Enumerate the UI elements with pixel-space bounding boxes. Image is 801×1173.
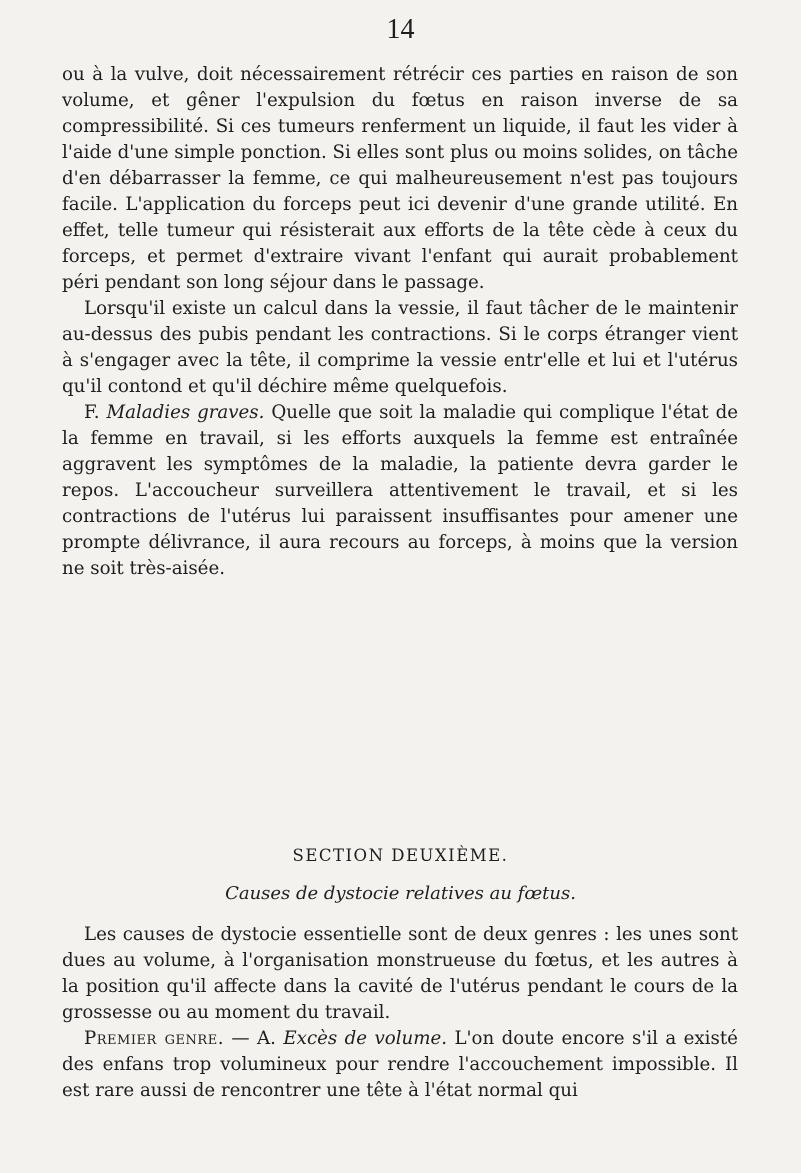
paragraph-tumeurs: ou à la vulve, doit nécessairement rétrécir ces parties en raison de son volume, et gêner l'expulsion du fœtus en raison inverse de sa compressibilité. Si ces tumeurs renferment un liquide, il faut les vider à l'aide d'une simple ponction. Si elles sont plus ou moins solides, on tâche d'en débarrasser la femme, ce qui malheureusement n'est pas toujours facile. L'application du forceps peut ici devenir d'une grande utilité. En effet, telle tumeur qui résisterait aux efforts de la tête cède à ceux du forceps, et permet d'extraire vivant l'enfant qui aurait probablement péri pendant son long séjour dans le passage. <box>62 64 738 293</box>
item-label-f: F. <box>84 402 100 423</box>
item-dash: — <box>231 1028 250 1049</box>
item-sublabel-a: A. <box>257 1028 276 1049</box>
paragraph-maladies-graves <box>62 400 738 582</box>
item-title-maladies-graves: Maladies graves. <box>106 402 265 423</box>
section-subtitle: Causes de dystocie relatives au fœtus. <box>225 883 576 904</box>
item-title-exces-volume: Excès de volume. <box>283 1028 448 1049</box>
paragraph-premier-genre <box>62 1026 738 1104</box>
item-text-maladies-graves: Quelle que soit la maladie qui complique l'état de la femme en travail, si les efforts auxquels la femme est entraînée aggravent les symptômes de la maladie, la patiente devra garder le repos. L'accoucheur surveillera attentivement le travail, et si les contractions de l'utérus lui paraissent insuffisantes pour amener une prompte délivrance, il aura recours au forceps, à moins que la version ne soit très-aisée. <box>62 402 738 579</box>
body-text-top <box>62 62 738 582</box>
body-text-bottom <box>62 922 738 1104</box>
section-heading: SECTION DEUXIÈME. <box>292 846 509 865</box>
item-text-exces-volume: L'on doute encore s'il a existé des enfans trop volumineux pour rendre l'accouchement impossible. Il est rare aussi de rencontrer une tête à l'état normal qui <box>62 1028 738 1101</box>
paragraph-calcul: Lorsqu'il existe un calcul dans la vessie, il faut tâcher de le maintenir au-dessus des pubis pendant les contractions. Si le corps étranger vient à s'engager avec la tête, il comprime la vessie entr'elle et lui et l'utérus qu'il contond et qu'il déchire même quelquefois. <box>62 298 738 397</box>
item-label-premier-genre: Premier genre. <box>84 1028 224 1049</box>
page-number: 14 <box>386 14 415 45</box>
paragraph-causes: Les causes de dystocie essentielle sont de deux genres : les unes sont dues au volume, à l'organisation monstrueuse du fœtus, et les autres à la position qu'il affecte dans la cavité de l'utérus pendant le cours de la grossesse ou au moment du travail. <box>62 924 738 1023</box>
